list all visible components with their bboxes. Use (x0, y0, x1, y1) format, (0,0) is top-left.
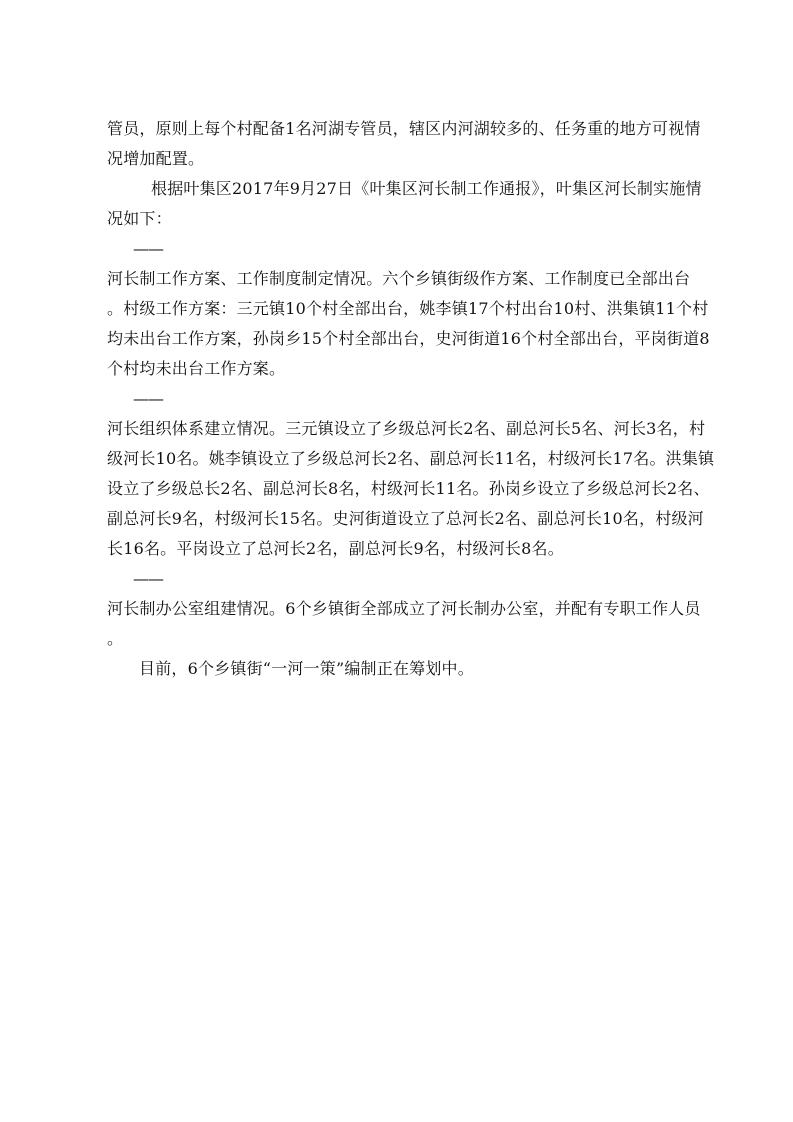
intro-line-1: 管员，原则上每个村配备1名河湖专管员，辖区内河湖较多的、任务重的地方可视情 (107, 119, 701, 138)
section2-line-2: 级河长10名。姚李镇设立了乡级总河长2名、副总河长11名，村级河长17名。洪集镇 (107, 449, 715, 468)
closing-line-1: 目前，6个乡镇街“一河一策”编制正在筹划中。 (139, 659, 474, 678)
section1-line-1: 河长制工作方案、工作制度制定情况。六个乡镇街级作方案、工作制度已全部出台 (107, 269, 691, 288)
section3-line-2: 。 (107, 629, 124, 648)
section2-dash: —— (133, 389, 163, 408)
section1-line-3: 均未出台工作方案，孙岗乡15个村全部出台，史河街道16个村全部出台，平岗街道8 (107, 329, 710, 348)
section3-dash: —— (133, 569, 163, 588)
section2-line-5: 长16名。平岗设立了总河长2名，副总河长9名，村级河长8名。 (107, 539, 564, 558)
context-line-2: 况如下： (107, 209, 172, 228)
section2-line-3: 设立了乡级总长2名、副总河长8名，村级河长11名。孙岗乡设立了乡级总河长2名、 (107, 479, 710, 498)
context-line-1: 根据叶集区2017年9月27日《叶集区河长制工作通报》，叶集区河长制实施情 (151, 179, 702, 198)
section3-line-1: 河长制办公室组建情况。6个乡镇街全部成立了河长制办公室，并配有专职工作人员 (107, 599, 701, 618)
section2-line-1: 河长组织体系建立情况。三元镇设立了乡级总河长2名、副总河长5名、河长3名，村 (107, 419, 706, 438)
section1-line-4: 个村均未出台工作方案。 (107, 359, 286, 378)
section2-line-4: 副总河长9名，村级河长15名。史河街道设立了总河长2名、副总河长10名，村级河 (107, 509, 704, 528)
intro-line-2: 况增加配置。 (107, 149, 205, 168)
section1-dash: —— (133, 239, 163, 258)
section1-line-2: 。村级工作方案：三元镇10个村全部出台，姚李镇17个村出台10村、洪集镇11个村 (107, 299, 709, 318)
